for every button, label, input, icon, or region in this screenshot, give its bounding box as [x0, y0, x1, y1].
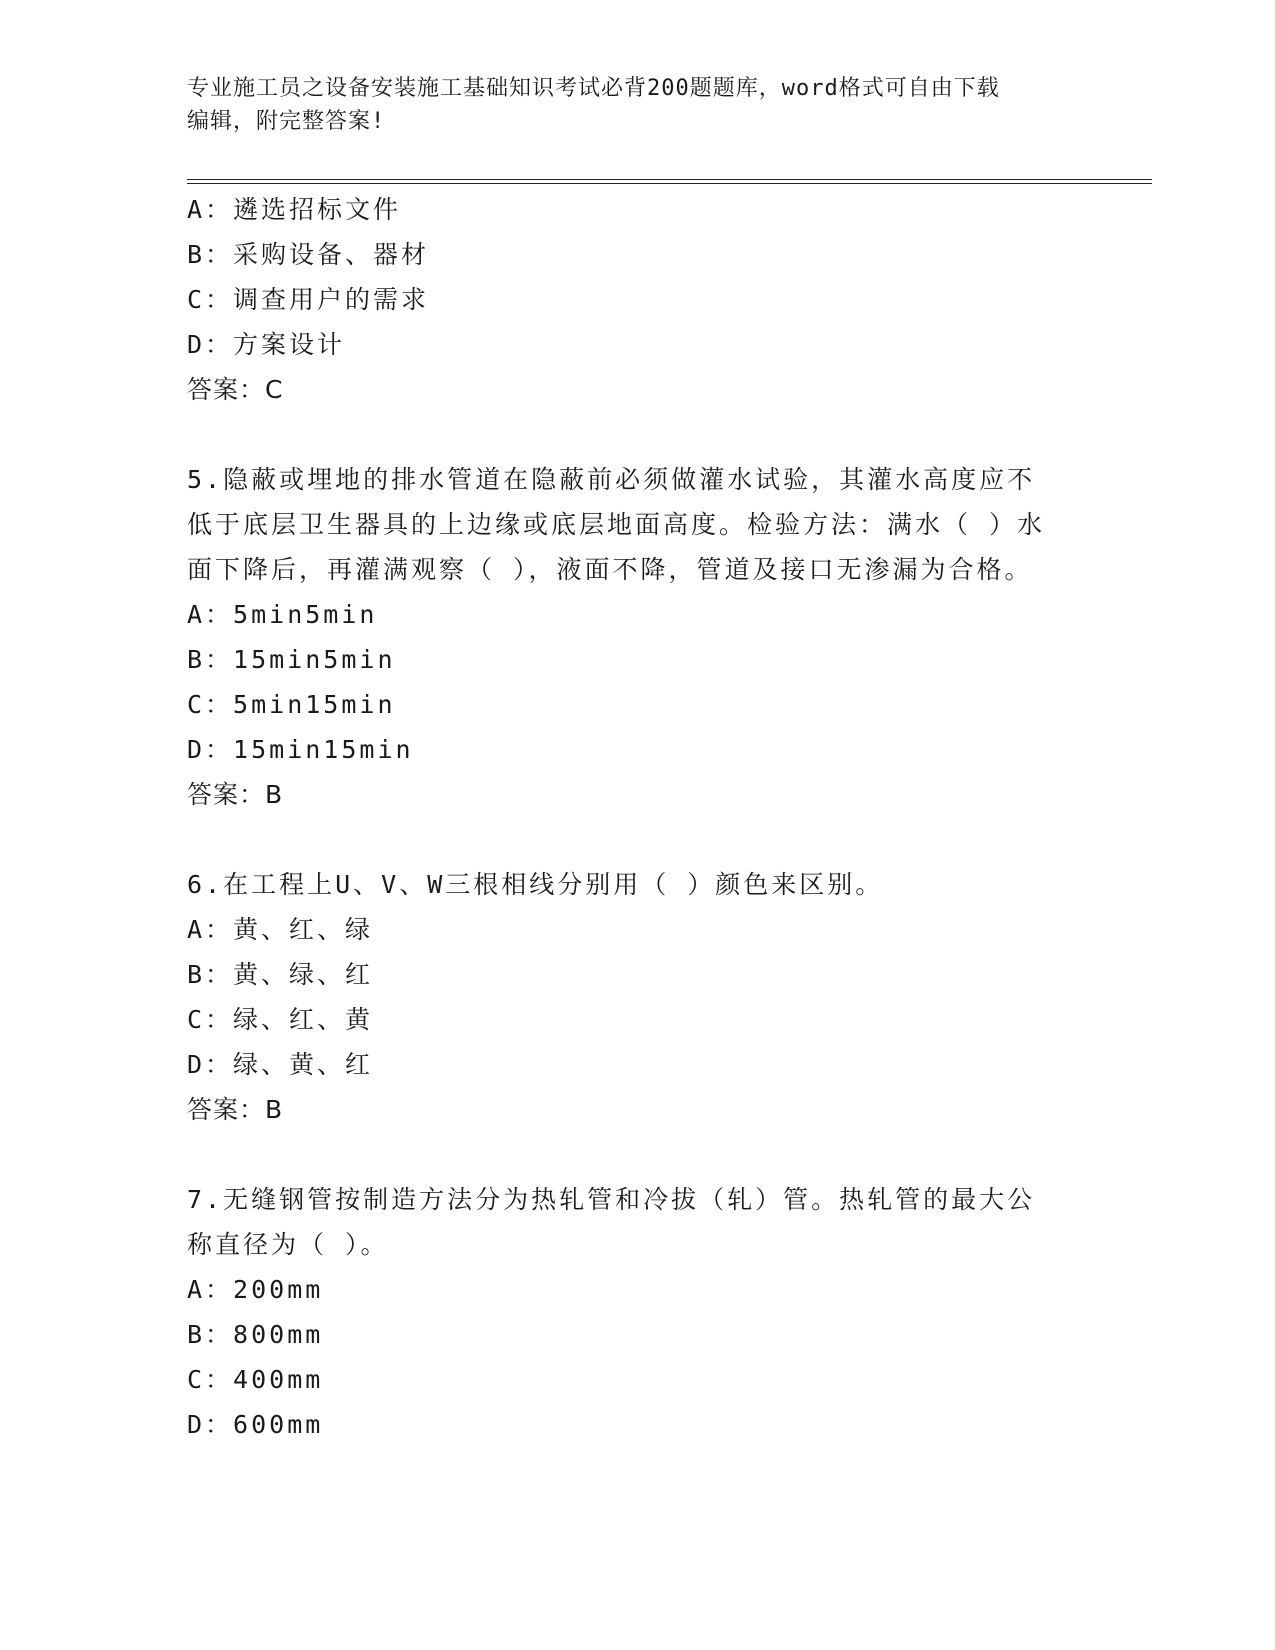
q4-option-d: D：方案设计	[187, 330, 346, 359]
q5-option-b: B：15min5min	[187, 645, 396, 674]
q5-stem-line-3: 面下降后，再灌满观察（ ），液面不降，管道及接口无渗漏为合格。	[187, 555, 1033, 584]
q5-stem-line-2: 低于底层卫生器具的上边缘或底层地面高度。检验方法：满水（ ）水	[187, 510, 1046, 539]
q5-option-c: C：5min15min	[187, 690, 396, 719]
header-rule-top	[187, 179, 1152, 180]
q6-answer: 答案：B	[187, 1095, 284, 1124]
q4-answer: 答案：C	[187, 375, 284, 404]
q7-option-d: D：600mm	[187, 1410, 324, 1439]
q4-option-b: B：采购设备、器材	[187, 240, 430, 269]
q7-stem-line-2: 称直径为（ ）。	[187, 1230, 389, 1259]
q7-stem-line-1: 7.无缝钢管按制造方法分为热轧管和冷拔（轧）管。热轧管的最大公	[187, 1185, 1036, 1214]
q6-option-d: D：绿、黄、红	[187, 1050, 374, 1079]
q6-option-c: C：绿、红、黄	[187, 1005, 374, 1034]
header-rule-bottom	[187, 183, 1152, 184]
q5-answer: 答案：B	[187, 780, 284, 809]
q6-stem-line-1: 6.在工程上U、V、W三根相线分别用（ ）颜色来区别。	[187, 870, 884, 899]
document-header	[187, 72, 1087, 138]
q7-option-a: A：200mm	[187, 1275, 324, 1304]
q6-option-a: A：黄、红、绿	[187, 915, 374, 944]
q5-stem-line-1: 5.隐蔽或埋地的排水管道在隐蔽前必须做灌水试验，其灌水高度应不	[187, 465, 1036, 494]
q7-option-c: C：400mm	[187, 1365, 324, 1394]
header-line-2: 编辑，附完整答案!	[187, 109, 386, 134]
header-line-1: 专业施工员之设备安装施工基础知识考试必背200题题库，word格式可自由下载	[187, 76, 1000, 101]
q7-option-b: B：800mm	[187, 1320, 324, 1349]
q6-option-b: B：黄、绿、红	[187, 960, 374, 989]
q5-option-a: A：5min5min	[187, 600, 378, 629]
q4-option-c: C：调查用户的需求	[187, 285, 430, 314]
q4-option-a: A：遴选招标文件	[187, 195, 402, 224]
q5-option-d: D：15min15min	[187, 735, 414, 764]
